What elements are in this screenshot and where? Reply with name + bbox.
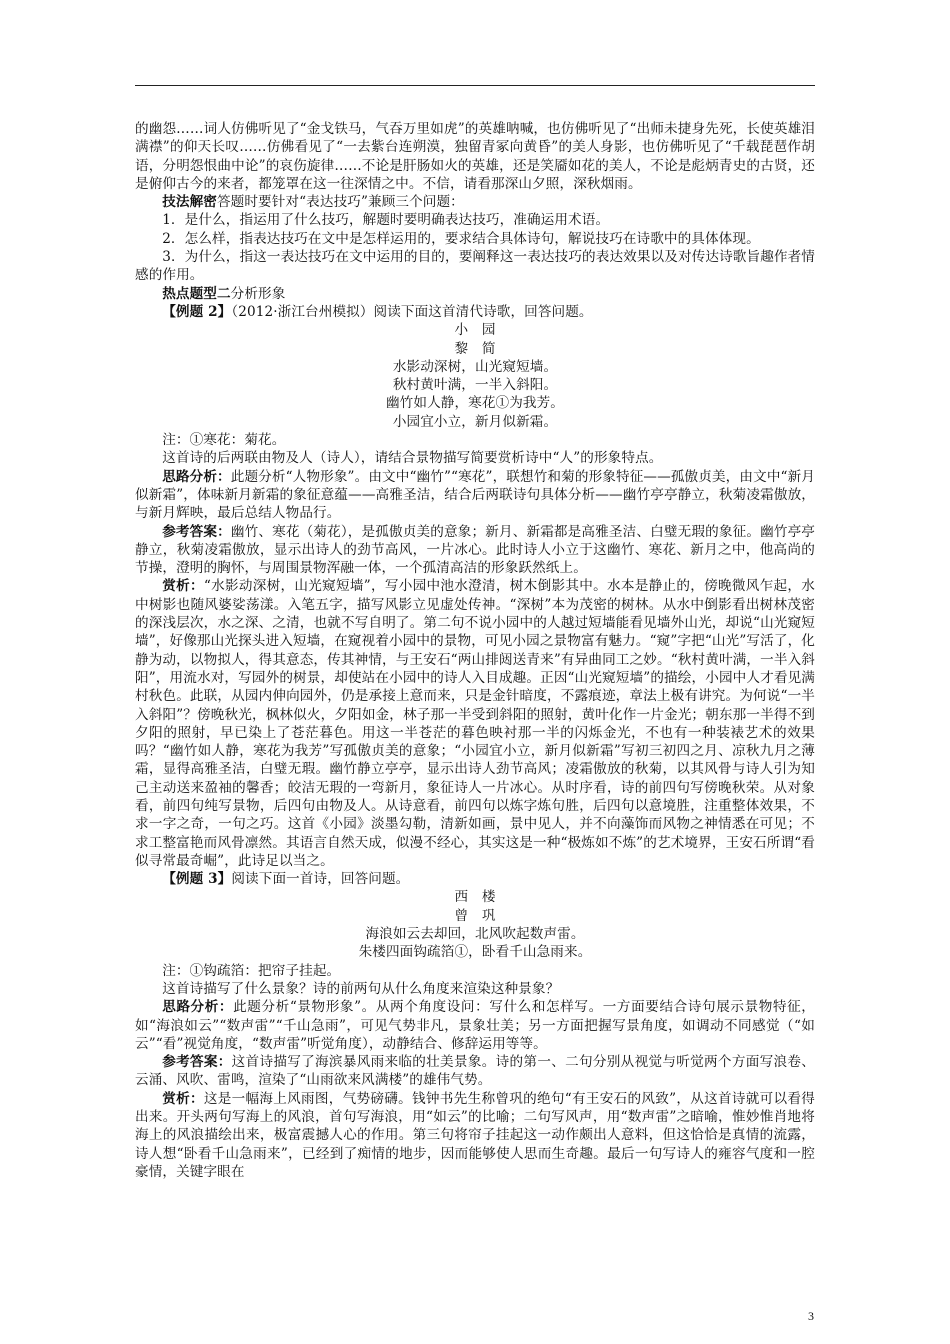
example3-prompt: 【例题 3】阅读下面一首诗，回答问题。 xyxy=(162,871,410,888)
example2-poem xyxy=(135,321,815,431)
poem-line: 幽竹如人静，寒花①为我芳。 xyxy=(385,395,565,412)
poem-line: 海浪如云去却回，北风吹起数声雷。 xyxy=(365,926,585,943)
example3-analysis: 思路分析：此题分析“景物形象”。从两个角度设问：写什么和怎样写。一方面要结合诗句展示景物特征，如“海浪如云”“数声雷”“千山急雨”，可见气势非凡，景象壮美；另一方面把握写景角度，如调动不同感觉（“如云”“看”视觉角度，“数声雷”听觉角度），动静结合、修辞运用等等。 xyxy=(135,999,815,1052)
example3-label: 【例题 3】 xyxy=(162,871,232,888)
example3-answer: 参考答案：这首诗描写了海滨暴风雨来临的壮美景象。诗的第一、二句分别从视觉与听觉两个方面写浪卷、云涌、风吹、雷鸣，渲染了“山雨欲来风满楼”的雄伟气势。 xyxy=(135,1054,815,1089)
technique-heading-label: 技法解密 xyxy=(162,194,217,211)
intro-paragraph: 的幽怨……词人仿佛听见了“金戈铁马，气吞万里如虎”的英雄呐喊，也仿佛听见了“出师未捷身先死，长使英雄泪满襟”的仰天长叹……仿佛看见了“一去紫台连朔漠，独留青冢向黄昏”的美人身影，也仿佛听见了“千载琵琶作胡语，分明怨恨曲中论”的哀伤旋律……不论是肝肠如火的英雄，还是笑靥如花的美人，不论是彪炳青史的古贤，还是俯仰古今的来者，都笼罩在这一往深情之中。不信，请看那深山夕照，深秋烟雨。 xyxy=(135,121,815,192)
example3-note: 注：①钩疏箔：把帘子挂起。 xyxy=(162,962,341,979)
example2-answer: 参考答案：幽竹、寒花（菊花），是孤傲贞美的意象；新月、新霜都是高雅圣洁、白璧无瑕的象征。幽竹亭亭静立，秋菊凌霜傲放，显示出诗人的劲节高风，一片冰心。此时诗人小立于这幽竹、寒花、新月之中，他高尚的节操，澄明的胸怀，与周围景物浑融一体，一个孤清高洁的形象跃然纸上。 xyxy=(135,523,816,577)
example2-question: 这首诗的后两联由物及人（诗人），请结合景物描写简要赏析诗中“人”的形象特点。 xyxy=(162,450,663,467)
example2-analysis: 思路分析：此题分析“人物形象”。由文中“幽竹”“寒花”，联想竹和菊的形象特征——孤傲贞美，由文中“新月似新霜”，体味新月新霜的象征意蕴——高雅圣洁，结合后两联诗句具体分析——幽竹亭亭静立，秋菊凌霜傲放，与新月辉映，最后总结人物品行。 xyxy=(135,468,816,522)
poem-line: 秋村黄叶满，一半入斜阳。 xyxy=(392,377,558,394)
header-rule xyxy=(135,85,815,86)
poem-author: 曾 巩 xyxy=(454,907,496,924)
example2-prompt: 【例题 2】（2012·浙江台州模拟）阅读下面这首清代诗歌，回答问题。 xyxy=(162,303,593,320)
page-number: 3 xyxy=(808,1309,814,1323)
technique-item-2: 2．怎么样，指表达技巧在文中是怎样运用的，要求结合具体诗句，解说技巧在诗歌中的具体体现。 xyxy=(162,230,760,247)
poem-line: 水影动深树，山光窥短墙。 xyxy=(392,358,558,375)
example3-question: 这首诗描写了什么景象？诗的前两句从什么角度来渲染这种景象？ xyxy=(162,980,560,997)
poem-author: 黎 简 xyxy=(454,340,496,357)
example2-appreciation: 赏析：“水影动深树，山光窥短墙”，写小园中池水澄清，树木倒影其中。水本是静止的，傍晚微风乍起，水中树影也随风婆娑荡漾。入笔五字，描写风影立见虚处传神。“深树”本为茂密的树林。从水中倒影看出树林茂密的深浅层次，水之深、之清，也就不写自明了。第二句不说小园中的人越过短墙能看见墙外山光，却说“山光窥短墙”，好像那山光探头进入短墙，在窥视着小园中的景物，可见小园之景物富有魅力。“窥”字把“山光”写活了，化静为动，以物拟人，得其意态，传其神情，与王安石“两山排闼送青来”有异曲同工之妙。“秋村黄叶满，一半入斜阳”，用流水对，写园外的树景，却使站在小园中的诗人入目成趣。正因“山光窥短墙”的描绘，小园中人才看见满村秋色。此联，从园内伸向园外，仍是承接上意而来，只是金针暗度，不露痕迹，章法上极有讲究。为何说“一半入斜阳”？傍晚秋光，枫林似火，夕阳如金，林子那一半受到斜阳的照射，黄叶化作一片金光；朝东那一半得不到夕阳的照射，早已染上了苍茫暮色。用这一半苍茫的暮色映衬那一半的闪烁金光，不也有一种装裱艺术的效果吗？“幽竹如人静，寒花为我芳”写孤傲贞美的意象；“小园宜小立，新月似新霜”写初三初四之月、凉秋九月之薄霜，显得高雅圣洁，白璧无瑕。幽竹静立亭亭，显示出诗人劲节高风；凌霜傲放的秋菊，以其风骨与诗人引为知己主动送来盈袖的馨香；皎洁无瑕的一弯新月，象征诗人一片冰心。从时序看，诗的前四句写傍晚秋荣。从对象看，前四句纯写景物，后四句由物及人。从诗意看，前四句以炼字炼句胜，后四句以意境胜，注重整体效果，不求一字之奇，一句之巧。这首《小园》淡墨勾勒，清新如画，景中见人，并不向藻饰而风物之神情悉在可见；不求工整富艳而风骨凛然。其语言自然天成，似漫不经心，其实这是一种“极炼如不炼”的艺术境界，王安石所谓“看似寻常最奇崛”，此诗足以当之。 xyxy=(135,578,815,869)
technique-item-3: 3．为什么，指这一表达技巧在文中运用的目的，要阐释这一表达技巧的表达效果以及对传达诗歌旨趣作者情感的作用。 xyxy=(135,249,815,284)
technique-heading xyxy=(135,193,815,211)
hot-topic-label: 热点题型二 xyxy=(162,285,231,302)
technique-heading-text: 答题时要针对“表达技巧”兼顾三个问题： xyxy=(216,194,464,211)
example3-poem xyxy=(135,888,815,961)
hot-topic-text: 分析形象 xyxy=(230,285,286,302)
poem-title: 西 楼 xyxy=(454,889,496,906)
example2-note: 注：①寒花：菊花。 xyxy=(162,432,286,449)
example2-label: 【例题 2】 xyxy=(162,303,232,320)
poem-title: 小 园 xyxy=(454,322,496,339)
hot-topic-heading xyxy=(135,285,815,303)
technique-item-1: 1．是什么，指运用了什么技巧，解题时要明确表达技巧，准确运用术语。 xyxy=(162,212,610,229)
example3-appreciation: 赏析：这是一幅海上风雨图，气势磅礴。钱钟书先生称曾巩的绝句“有王安石的风致”，从这首诗就可以看得出来。开头两句写海上的风浪，首句写海浪，用“如云”的比喻；二句写风声，用“数声雷”之暗喻，惟妙惟肖地将海上的风浪描绘出来，极富震撼人心的作用。第三句将帘子挂起这一动作颇出人意料，但这恰恰是真情的流露，诗人想“卧看千山急雨来”，已经到了痴情的地步，因而能够使人思而生奇趣。最后一句写诗人的雍容气度和一腔豪情，关键字眼在 xyxy=(135,1090,815,1180)
document-body xyxy=(135,120,815,1181)
poem-line: 朱楼四面钩疏箔①，卧看千山急雨来。 xyxy=(358,944,592,961)
poem-line: 小园宜小立，新月似新霜。 xyxy=(392,413,558,430)
